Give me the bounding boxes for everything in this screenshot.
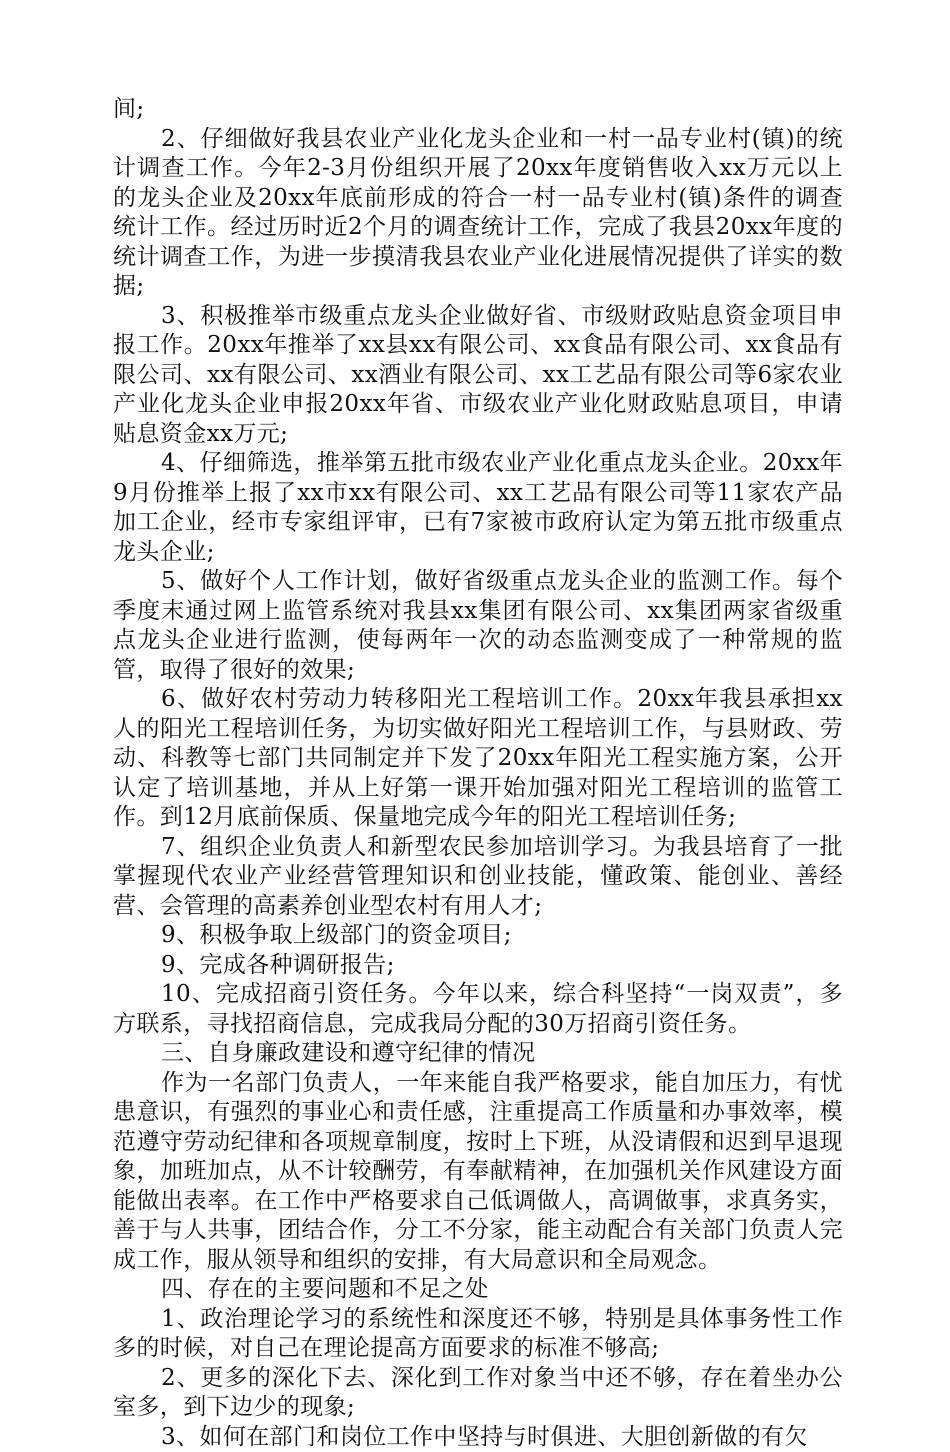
paragraph-item-6: 6、做好农村劳动力转移阳光工程培训工作。20xx年我县承担xx人的阳光工程培训任务，为切实做好阳光工程培训工作，与县财政、劳动、科教等七部门共同制定并下发了20xx年阳光工程实施方案，公开认定了培训基地，并从上好第一课开始加强对阳光工程培训的监管工作。到12月底前保质、保量地完成今年的阳光工程培训任务; (113, 685, 843, 833)
paragraph-problem-2: 2、更多的深化下去、深化到工作对象当中还不够，存在着坐办公室多，到下边少的现象; (113, 1364, 843, 1423)
section-heading-4: 四、存在的主要问题和不足之处 (113, 1275, 843, 1305)
paragraph-item-4: 4、仔细筛选，推举第五批市级农业产业化重点龙头企业。20xx年9月份推举上报了xx市xx有限公司、xx工艺品有限公司等11家农产品加工企业，经市专家组评审，已有7家被市政府认定为第五批市级重点龙头企业; (113, 449, 843, 567)
document-body (113, 95, 843, 1452)
paragraph-item-5: 5、做好个人工作计划，做好省级重点龙头企业的监测工作。每个季度末通过网上监管系统对我县xx集团有限公司、xx集团两家省级重点龙头企业进行监测，使每两年一次的动态监测变成了一种常规的监管，取得了很好的效果; (113, 567, 843, 685)
paragraph-item-9a: 9、积极争取上级部门的资金项目; (113, 921, 843, 951)
paragraph-self-discipline: 作为一名部门负责人，一年来能自我严格要求，能自加压力，有忧患意识，有强烈的事业心和责任感，注重提高工作质量和办事效率，模范遵守劳动纪律和各项规章制度，按时上下班，从没请假和迟到早退现象，加班加点，从不计较酬劳，有奉献精神，在加强机关作风建设方面能做出表率。在工作中严格要求自己低调做人，高调做事，求真务实，善于与人共事，团结合作，分工不分家，能主动配合有关部门负责人完成工作，服从领导和组织的安排，有大局意识和全局观念。 (113, 1069, 843, 1276)
paragraph-item-2: 2、仔细做好我县农业产业化龙头企业和一村一品专业村(镇)的统计调查工作。今年2-3月份组织开展了20xx年度销售收入xx万元以上的龙头企业及20xx年底前形成的符合一村一品专业村(镇)条件的调查统计工作。经过历时近2个月的调查统计工作，完成了我县20xx年度的统计调查工作，为进一步摸清我县农业产业化进展情况提供了详实的数据; (113, 125, 843, 302)
paragraph-problem-3: 3、如何在部门和岗位工作中坚持与时俱进、大胆创新做的有欠 (113, 1423, 843, 1452)
section-heading-3: 三、自身廉政建设和遵守纪律的情况 (113, 1039, 843, 1069)
paragraph-item-10: 10、完成招商引资任务。今年以来，综合科坚持“一岗双责”，多方联系，寻找招商信息，完成我局分配的30万招商引资任务。 (113, 980, 843, 1039)
paragraph-item-9b: 9、完成各种调研报告; (113, 951, 843, 981)
paragraph-continuation: 间; (113, 95, 843, 125)
paragraph-item-3: 3、积极推举市级重点龙头企业做好省、市级财政贴息资金项目申报工作。20xx年推举了xx县xx有限公司、xx食品有限公司、xx食品有限公司、xx有限公司、xx酒业有限公司、xx工艺品有限公司等6家农业产业化龙头企业申报20xx年省、市级农业产业化财政贴息项目，申请贴息资金xx万元; (113, 302, 843, 450)
paragraph-problem-1: 1、政治理论学习的系统性和深度还不够，特别是具体事务性工作多的时候，对自己在理论提高方面要求的标准不够高; (113, 1305, 843, 1364)
paragraph-item-7: 7、组织企业负责人和新型农民参加培训学习。为我县培育了一批掌握现代农业产业经营管理知识和创业技能，懂政策、能创业、善经营、会管理的高素养创业型农村有用人才; (113, 833, 843, 922)
